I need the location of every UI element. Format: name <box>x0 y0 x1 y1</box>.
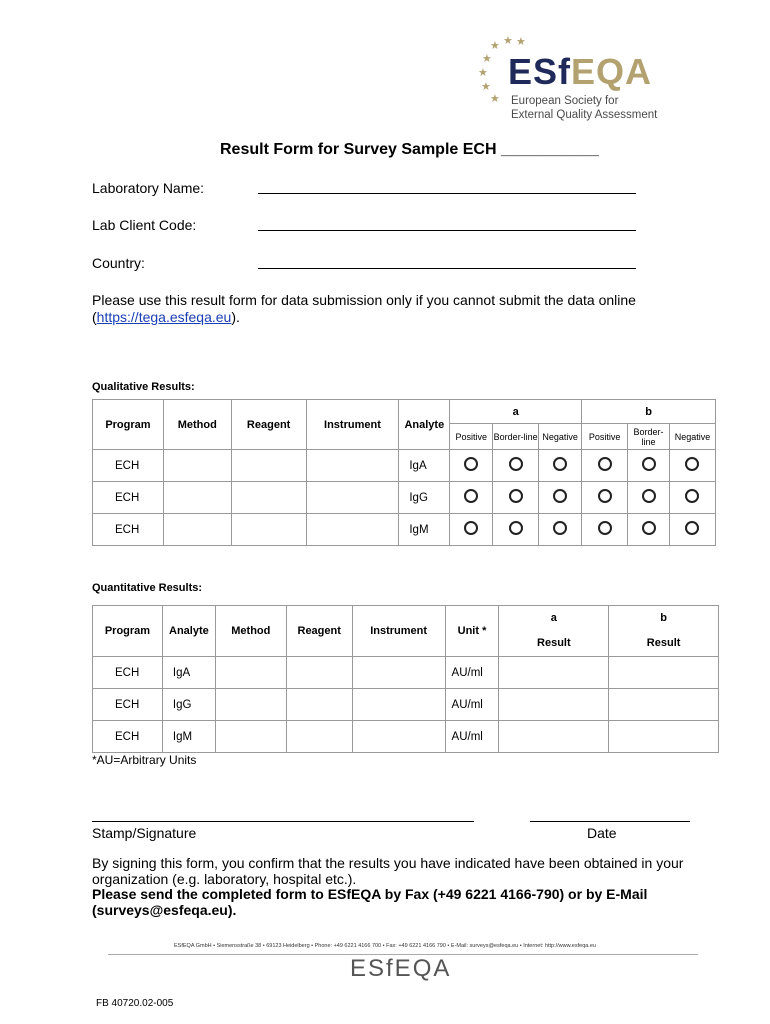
send-instructions: Please send the completed form to ESfEQA by Fax (+49 6221 4166-790) or by E-Mail (surveys@esfeqa.eu). <box>92 886 648 918</box>
instrument-cell[interactable] <box>306 514 399 546</box>
lab-client-code-field[interactable] <box>258 230 636 231</box>
radio-iga-negative-b[interactable] <box>685 457 699 471</box>
qualitative-label: Qualitative Results: <box>92 381 195 393</box>
table-row <box>93 450 716 482</box>
col-program: Program <box>93 606 163 657</box>
laboratory-name-field[interactable] <box>258 193 636 194</box>
col-reagent: Reagent <box>286 606 352 657</box>
table-row <box>93 657 719 689</box>
laboratory-name-label: Laboratory Name: <box>92 180 205 196</box>
method-cell[interactable] <box>163 514 231 546</box>
instrument-cell[interactable] <box>352 689 445 721</box>
program-cell: ECH <box>93 514 164 546</box>
group-a-header: a <box>499 606 609 631</box>
analyte-cell: IgG <box>399 482 450 514</box>
country-field[interactable] <box>258 268 636 269</box>
radio-igm-borderline-b[interactable] <box>642 521 656 535</box>
program-cell: ECH <box>93 721 163 753</box>
document-number: FB 40720.02-005 <box>96 998 174 1009</box>
intro-text: Please use this result form for data submission only if you cannot submit the data online (https://tega.esfeqa.eu). <box>92 292 636 325</box>
col-instrument: Instrument <box>306 400 399 450</box>
radio-iga-positive-a[interactable] <box>464 457 478 471</box>
analyte-cell: IgM <box>162 721 215 753</box>
table-row <box>93 514 716 546</box>
col-program: Program <box>93 400 164 450</box>
col-instrument: Instrument <box>352 606 445 657</box>
method-cell[interactable] <box>215 721 286 753</box>
reagent-cell[interactable] <box>231 482 306 514</box>
analyte-cell: IgA <box>399 450 450 482</box>
logo-tagline: European Society for External Quality Assessment <box>511 95 658 121</box>
radio-igm-negative-b[interactable] <box>685 521 699 535</box>
analyte-cell: IgG <box>162 689 215 721</box>
radio-igg-positive-b[interactable] <box>598 489 612 503</box>
sub-positive-b: Positive <box>582 424 628 450</box>
radio-iga-borderline-b[interactable] <box>642 457 656 471</box>
analyte-cell: IgA <box>162 657 215 689</box>
reagent-cell[interactable] <box>286 657 352 689</box>
unit-cell: AU/ml <box>445 689 499 721</box>
lab-client-code-label: Lab Client Code: <box>92 217 197 233</box>
sub-negative-b: Negative <box>669 424 715 450</box>
result-a-cell[interactable] <box>499 689 609 721</box>
group-b-header: b <box>582 400 716 424</box>
col-analyte: Analyte <box>399 400 450 450</box>
au-footnote: *AU=Arbitrary Units <box>92 753 197 767</box>
stamp-signature-field[interactable] <box>92 821 474 822</box>
program-cell: ECH <box>93 689 163 721</box>
confirmation-text: By signing this form, you confirm that the results you have indicated have been obtained in your organization (e.g. laboratory, hospital etc.). <box>92 855 684 887</box>
sub-borderline-a: Border-line <box>493 424 539 450</box>
radio-iga-positive-b[interactable] <box>598 457 612 471</box>
footer-contact: ESfEQA GmbH • Siemensstraße 38 • 69123 Heidelberg • Phone: +49 6221 4166 700 • Fax: +49 6221 4166 790 • E-Mail: surveys@esfeqa.eu • Internet: http://www.esfeqa.eu <box>174 943 596 949</box>
unit-cell: AU/ml <box>445 721 499 753</box>
instrument-cell[interactable] <box>352 721 445 753</box>
method-cell[interactable] <box>215 689 286 721</box>
col-method: Method <box>163 400 231 450</box>
radio-igm-negative-a[interactable] <box>553 521 567 535</box>
result-a-cell[interactable] <box>499 657 609 689</box>
table-row <box>93 689 719 721</box>
radio-igg-negative-a[interactable] <box>553 489 567 503</box>
program-cell: ECH <box>93 482 164 514</box>
date-label: Date <box>587 825 617 841</box>
esfeqa-logo <box>478 34 678 124</box>
quantitative-table <box>92 605 719 753</box>
logo-stars-icon: ★ ★ ★ ★ ★ ★ ★ <box>478 35 526 105</box>
method-cell[interactable] <box>163 450 231 482</box>
radio-igg-negative-b[interactable] <box>685 489 699 503</box>
result-b-cell[interactable] <box>609 721 719 753</box>
radio-iga-borderline-a[interactable] <box>509 457 523 471</box>
radio-igm-positive-b[interactable] <box>598 521 612 535</box>
reagent-cell[interactable] <box>231 514 306 546</box>
stamp-signature-label: Stamp/Signature <box>92 825 197 841</box>
col-analyte: Analyte <box>162 606 215 657</box>
qualitative-table <box>92 399 716 546</box>
radio-igm-borderline-a[interactable] <box>509 521 523 535</box>
sub-borderline-b: Border-line <box>628 424 670 450</box>
radio-igm-positive-a[interactable] <box>464 521 478 535</box>
tega-link[interactable]: https://tega.esfeqa.eu <box>96 309 232 325</box>
col-reagent: Reagent <box>231 400 306 450</box>
date-field[interactable] <box>530 821 690 822</box>
instrument-cell[interactable] <box>352 657 445 689</box>
radio-igg-positive-a[interactable] <box>464 489 478 503</box>
reagent-cell[interactable] <box>231 450 306 482</box>
country-label: Country: <box>92 255 145 271</box>
method-cell[interactable] <box>163 482 231 514</box>
result-a-cell[interactable] <box>499 721 609 753</box>
reagent-cell[interactable] <box>286 689 352 721</box>
radio-igg-borderline-b[interactable] <box>642 489 656 503</box>
program-cell: ECH <box>93 450 164 482</box>
unit-cell: AU/ml <box>445 657 499 689</box>
form-title: Result Form for Survey Sample ECH ___________ <box>220 141 599 158</box>
col-unit: Unit * <box>445 606 499 657</box>
group-b-header: b <box>609 606 719 631</box>
method-cell[interactable] <box>215 657 286 689</box>
result-b-header: Result <box>609 631 719 657</box>
logo-wordmark: ESfEQA <box>508 51 653 92</box>
col-method: Method <box>215 606 286 657</box>
table-row <box>93 482 716 514</box>
sub-negative-a: Negative <box>539 424 582 450</box>
reagent-cell[interactable] <box>286 721 352 753</box>
analyte-cell: IgM <box>399 514 450 546</box>
radio-iga-negative-a[interactable] <box>553 457 567 471</box>
sub-positive-a: Positive <box>450 424 493 450</box>
result-b-cell[interactable] <box>609 689 719 721</box>
footer-logo: ESfEQA <box>350 955 452 982</box>
program-cell: ECH <box>93 657 163 689</box>
result-a-header: Result <box>499 631 609 657</box>
instrument-cell[interactable] <box>306 450 399 482</box>
result-b-cell[interactable] <box>609 657 719 689</box>
radio-igg-borderline-a[interactable] <box>509 489 523 503</box>
group-a-header: a <box>450 400 582 424</box>
quantitative-label: Quantitative Results: <box>92 582 203 594</box>
instrument-cell[interactable] <box>306 482 399 514</box>
table-row <box>93 721 719 753</box>
